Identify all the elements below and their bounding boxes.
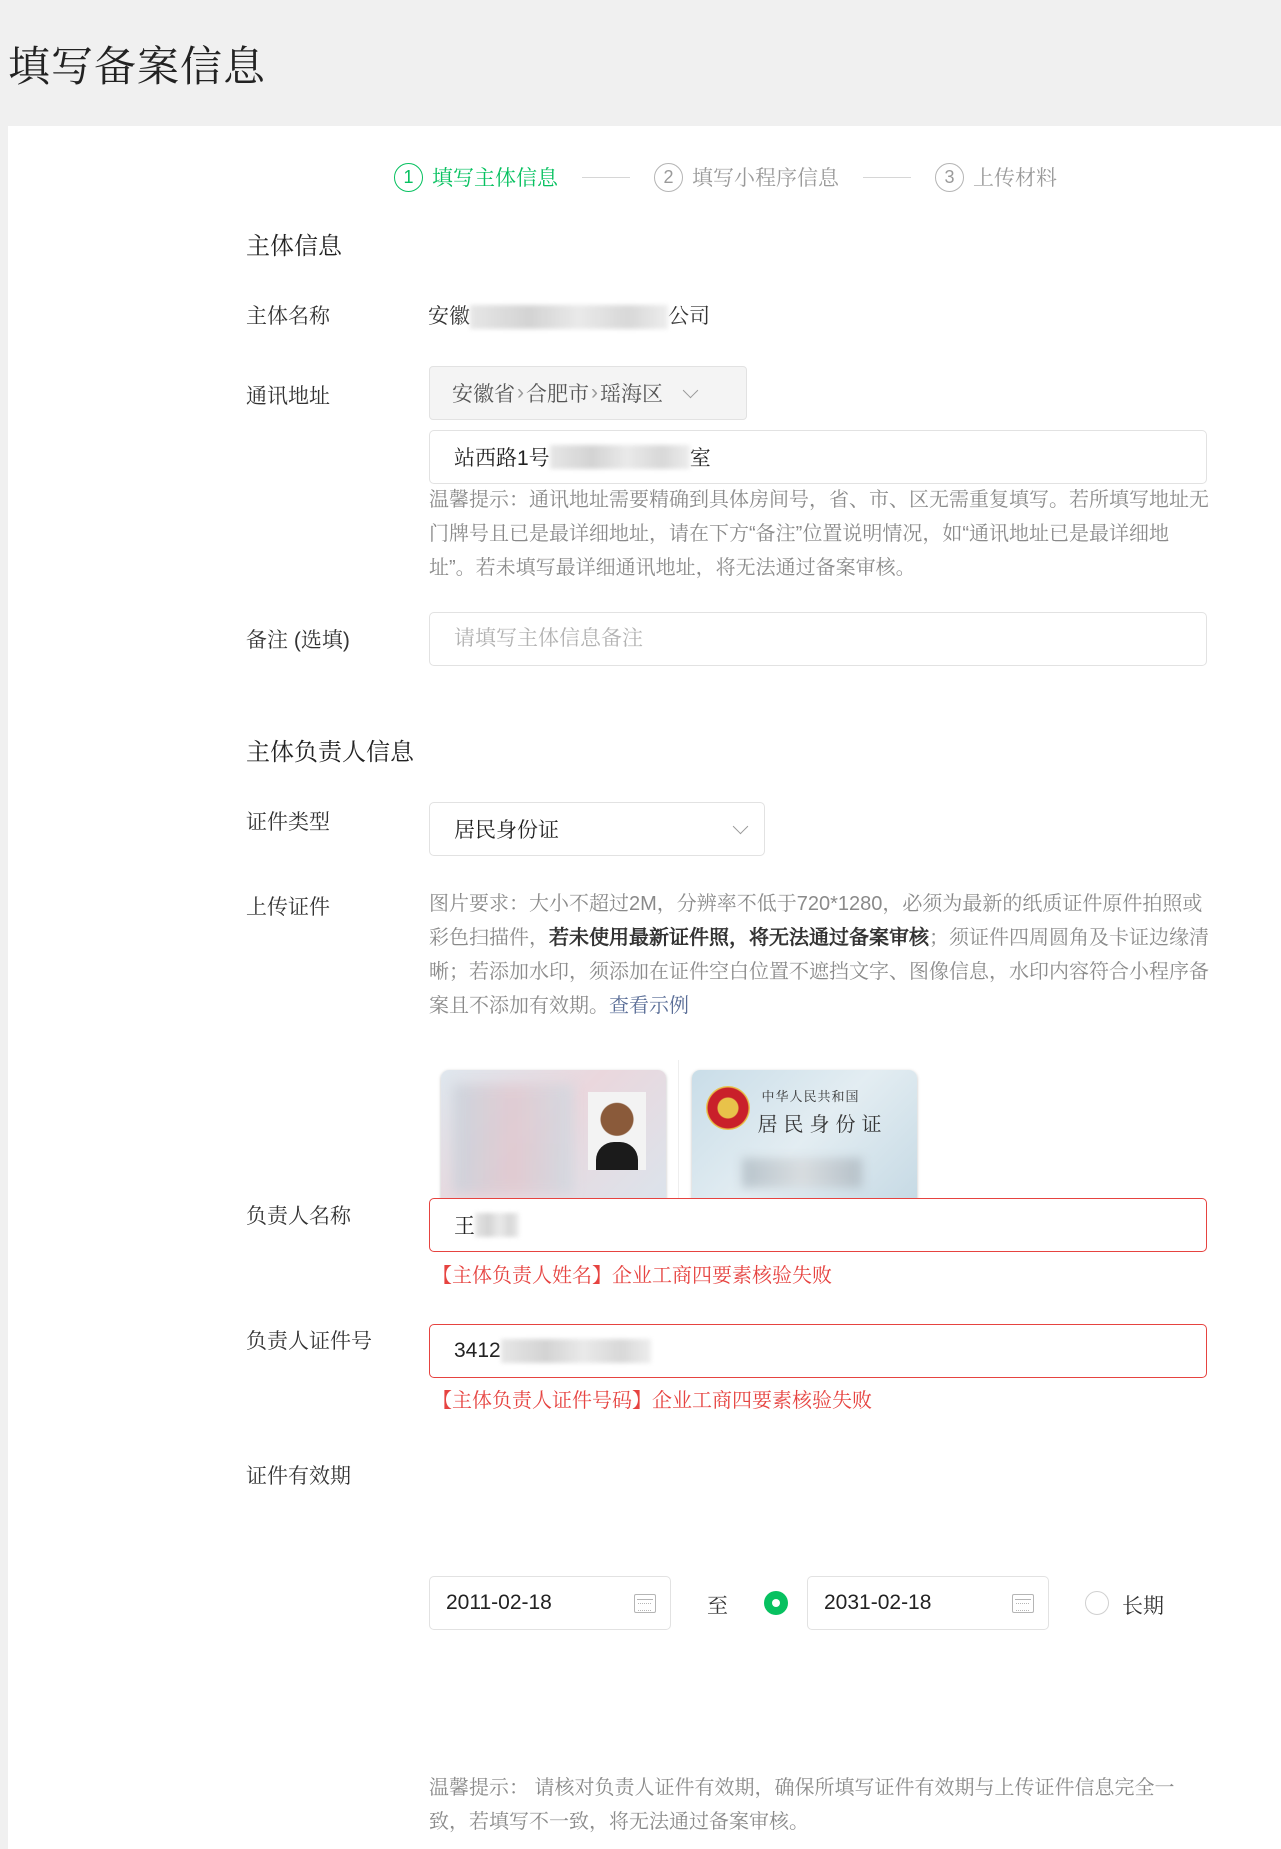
validity-end-radio[interactable] [764, 1591, 788, 1615]
principal-id-label: 负责人证件号 [246, 1330, 372, 1353]
region-select[interactable] [429, 366, 747, 420]
calendar-icon [1012, 1594, 1034, 1613]
view-example-link[interactable]: 查看示例 [609, 995, 689, 1017]
region-separator: › [591, 381, 598, 404]
principal-name-label: 负责人名称 [246, 1205, 351, 1228]
redacted-mask [470, 305, 668, 329]
validity-long-label: 长期 [1122, 1595, 1164, 1618]
step-1 [394, 162, 558, 192]
remark-input[interactable] [454, 627, 1206, 651]
validity-end-value: 2031-02-18 [824, 1591, 932, 1614]
address-hint: 温馨提示：通讯地址需要精确到具体房间号，省、市、区无需重复填写。若所填写地址无门牌号且已是最详细地址，请在下方“备注”位置说明情况，如“通讯地址已是最详细地址”。若未填写最详细通讯地址，将无法通过备案审核。 [429, 489, 1209, 579]
redacted-mask [742, 1158, 862, 1188]
subject-name-label: 主体名称 [246, 305, 330, 328]
remark-field[interactable] [429, 612, 1207, 666]
redacted-mask [453, 1084, 573, 1194]
principal-name-error: 【主体负责人姓名】企业工商四要素核验失败 [432, 1265, 832, 1287]
upload-hint [429, 887, 1209, 1023]
upload-label: 上传证件 [246, 896, 330, 919]
upload-hint-bold: 若未使用最新证件照，将无法通过备案审核 [549, 927, 929, 949]
national-emblem-icon [706, 1086, 750, 1130]
region-province: 安徽省 [452, 383, 515, 406]
address-suffix: 室 [689, 447, 711, 470]
id-back-subtitle: 居民身份证 [757, 1112, 888, 1136]
step-divider [863, 177, 911, 178]
principal-id-input[interactable] [429, 1324, 1207, 1378]
portrait-photo [588, 1092, 646, 1170]
validity-to-label: 至 [707, 1595, 728, 1618]
subject-name-suffix: 公司 [668, 305, 710, 328]
chevron-down-icon [683, 382, 699, 398]
validity-start-value: 2011-02-18 [446, 1591, 552, 1614]
redacted-mask [475, 1213, 519, 1237]
step-3 [935, 162, 1057, 192]
step-3-label: 上传材料 [973, 167, 1057, 190]
principal-section-title: 主体负责人信息 [246, 739, 414, 766]
validity-end-date[interactable] [807, 1576, 1049, 1630]
subject-name-prefix: 安徽 [428, 305, 470, 328]
validity-hint: 温馨提示： 请核对负责人证件有效期，确保所填写证件有效期与上传证件信息完全一致，若填写不一致，将无法通过备案审核。 [429, 1777, 1175, 1833]
principal-name-input[interactable] [429, 1198, 1207, 1252]
page-title: 填写备案信息 [8, 43, 267, 90]
region-district: 瑶海区 [600, 383, 663, 406]
principal-id-prefix: 3412 [454, 1339, 501, 1362]
step-divider [582, 177, 630, 178]
redacted-mask [501, 1339, 651, 1363]
subject-section-title: 主体信息 [246, 233, 342, 260]
id-back-thumbnail[interactable] [679, 1060, 929, 1218]
step-indicator [394, 162, 1057, 192]
step-2-number: 2 [654, 163, 683, 192]
step-2-label: 填写小程序信息 [692, 167, 839, 190]
id-back-title: 中华人民共和国 [761, 1090, 860, 1105]
upload-hint-text: 图片要求：大小不超过2M，分辨率不低于720*1280，必须为最新的纸质证件原件拍照或彩色扫描件， [429, 893, 1203, 949]
validity-long-radio[interactable] [1085, 1591, 1109, 1615]
principal-name-prefix: 王 [454, 1215, 475, 1238]
id-front-thumbnail[interactable] [429, 1060, 679, 1218]
address-detail-input[interactable] [429, 430, 1207, 484]
cert-type-select[interactable] [429, 802, 765, 856]
region-city: 合肥市 [526, 383, 589, 406]
id-front-image [441, 1070, 666, 1208]
address-prefix: 站西路1号 [454, 447, 550, 470]
principal-id-error: 【主体负责人证件号码】企业工商四要素核验失败 [432, 1390, 872, 1412]
calendar-icon [634, 1594, 656, 1613]
id-back-image [692, 1070, 917, 1208]
validity-label: 证件有效期 [246, 1465, 351, 1488]
chevron-down-icon [733, 819, 749, 835]
step-1-number: 1 [394, 163, 423, 192]
redacted-mask [550, 445, 690, 469]
upload-hint-text: ；须证件四周圆角及卡证边缘清晰；若添加水印，须添加在证件空白位置不遮挡文字、图像信息，水印内容符合小程序备案且不添加有效期。 [429, 927, 1209, 1017]
cert-type-label: 证件类型 [246, 811, 330, 834]
validity-start-date[interactable] [429, 1576, 671, 1630]
address-label: 通讯地址 [246, 385, 330, 408]
step-1-label: 填写主体信息 [432, 167, 558, 190]
step-3-number: 3 [935, 163, 964, 192]
step-2 [654, 162, 839, 192]
cert-type-value: 居民身份证 [454, 819, 559, 842]
remark-label: 备注 (选填) [246, 629, 350, 652]
subject-name-value [428, 300, 710, 330]
region-separator: › [517, 381, 524, 404]
id-image-list [429, 1060, 929, 1218]
